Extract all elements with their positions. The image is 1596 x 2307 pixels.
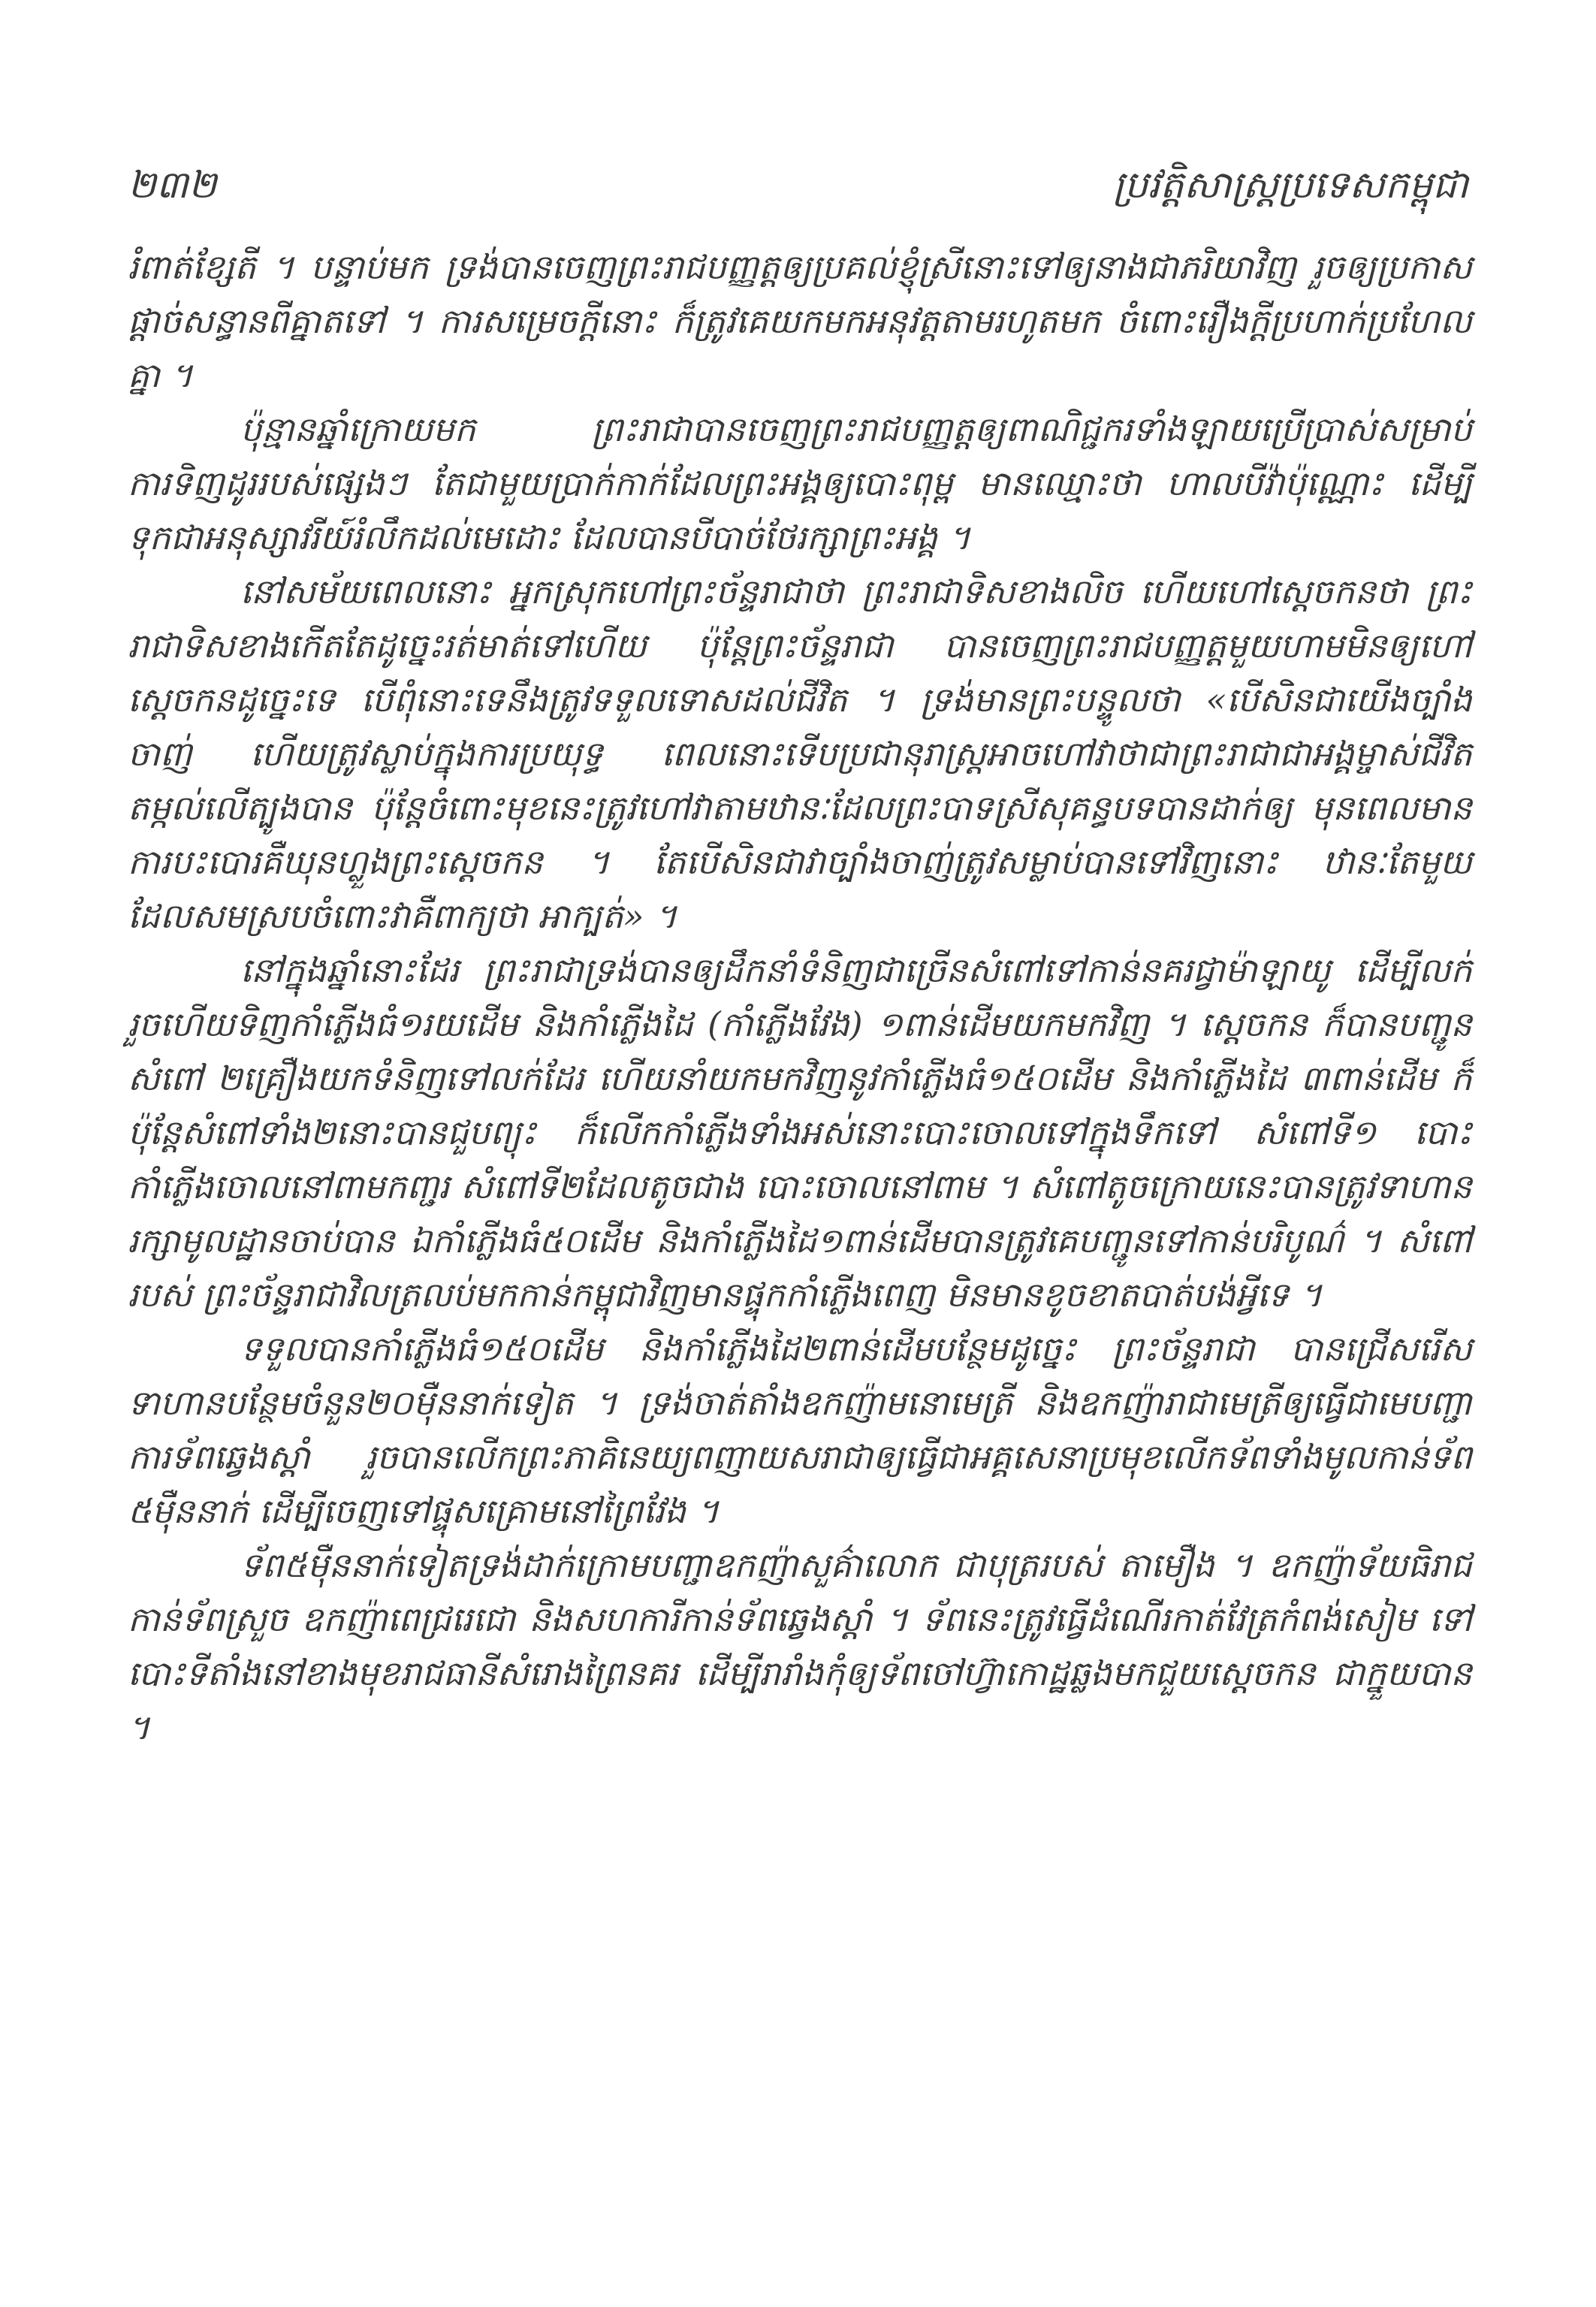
running-title: ប្រវត្តិសាស្ត្រប្រទេសកម្ពុជា — [1112, 163, 1468, 207]
paragraph: រំពាត់ខ្សែតី ។ បន្ទាប់មក ទ្រង់បានចេញព្រះរាជបញ្ញត្តឲ្យប្រគល់ខ្ញុំស្រីនោះទៅឲ្យនាងជាភរិយាវិញ រួចឲ្យប្រកាសផ្ដាច់សន្ធានពីគ្នាតទៅ ។ ការសម្រេចក្ដីនោះ ក៏ត្រូវគេយកមកអនុវត្តតាមរហូតមក ចំពោះរឿងក្ដីប្រហាក់ប្រហែលគ្នា ។ — [128, 247, 1472, 395]
page-number: ២៣២ — [128, 163, 217, 207]
body-text — [128, 240, 1472, 1755]
paragraph: ទ័ព៥ម៉ឺននាក់ទៀតទ្រង់ដាក់ក្រោមបញ្ជាឧកញ៉ាសួគ៌ាលោក ជាបុត្ររបស់ តាមឿង ។ ឧកញ៉ាទ័យធិរាជកាន់ទ័ពស្រួច ឧកញ៉ាពេជ្ររេជោ និងសហការីកាន់ទ័ពឆ្វេងស្ដាំ ។ ទ័ពនេះត្រូវធ្វើដំណើរកាត់វែត្រកំពង់សៀម ទៅបោះទីតាំងនៅខាងមុខរាជធានីសំរោងព្រៃនគរ ដើម្បីរារាំងកុំឲ្យទ័ពចៅហ៊្វាកោដ្ឋឆ្លងមកជួយស្ដេចកន ជាក្នួយបាន ។ — [128, 1545, 1472, 1747]
paragraph: ប៉ុន្មានឆ្នាំក្រោយមក ព្រះរាជាបានចេញព្រះរាជបញ្ញត្តឲ្យពាណិជ្ជករទាំងឡាយប្រើប្រាស់សម្រាប់ការទិញដូររបស់ផ្សេងៗ តែជាមួយប្រាក់កាក់ដែលព្រះអង្គឲ្យបោះពុម្ព មានឈ្មោះថា ហាលបីវ៉ាប៉ុណ្ណោះ ដើម្បីទុកជាអនុស្សាវរីយ៍រំលឹកដល់មេដោះ ដែលបានបីបាច់ថែរក្សាព្រះអង្គ ។ — [128, 409, 1472, 557]
paragraph: នៅសម័យពេលនោះ អ្នកស្រុកហៅព្រះច័ន្ទរាជាថា ព្រះរាជាទិសខាងលិច ហើយហៅស្ដេចកនថា ព្រះរាជាទិសខាងកើតតែដូច្នេះរត់មាត់ទៅហើយ ប៉ុន្តែព្រះច័ន្ទរាជា បានចេញព្រះរាជបញ្ញត្តមួយហាមមិនឲ្យហៅស្ដេចកនដូច្នេះទេ បើពុំនោះទេនឹងត្រូវទទួលទោសដល់ជីវិត ។ ទ្រង់មានព្រះបន្ទូលថា «បើសិនជាយើងច្បាំងចាញ់ ហើយត្រូវស្លាប់ក្នុងការប្រយុទ្ធ ពេលនោះទើបប្រជានុរាស្ត្រអាចហៅវាថាជាព្រះរាជាជាអង្គម្ចាស់ជីវិតតម្កល់លើត្បូងបាន ប៉ុន្តែចំពោះមុខនេះត្រូវហៅវាតាមឋានៈដែលព្រះបាទស្រីសុគន្ធបទបានដាក់ឲ្យ មុនពេលមានការបះបោរគឺឃុនហ្លួងព្រះស្ដេចកន ។ តែបើសិនជាវាច្បាំងចាញ់ត្រូវសម្លាប់បានទៅវិញនោះ ឋានៈតែមួយដែលសមស្របចំពោះវាគឺពាក្យថា អាក្បត់» ។ — [128, 572, 1472, 936]
paragraph: នៅក្នុងឆ្នាំនោះដែរ ព្រះរាជាទ្រង់បានឲ្យដឹកនាំទំនិញជាច្រើនសំពៅទៅកាន់នគរជ្វាម៉ាឡាយូ ដើម្បីលក់ រួចហើយទិញកាំភ្លើងធំ១រយដើម និងកាំភ្លើងដៃ (កាំភ្លើងវែង) ១ពាន់ដើមយកមកវិញ ។ ស្ដេចកន ក៏បានបញ្ជូនសំពៅ ២គ្រឿងយកទំនិញទៅលក់ដែរ ហើយនាំយកមកវិញនូវកាំភ្លើងធំ១៥០ដើម និងកាំភ្លើងដៃ ៣ពាន់ដើម ក៏ប៉ុន្តែសំពៅទាំង២នោះបានជួបព្យុះ ក៏លើកកាំភ្លើងទាំងអស់នោះបោះចោលទៅក្នុងទឹកទៅ សំពៅទី១ បោះកាំភ្លើងចោលនៅពាមកញ្ជរ សំពៅទី២ដែលតូចជាង បោះចោលនៅពាម ។ សំពៅតូចក្រោយនេះបានត្រូវទាហានរក្សាមូលដ្ឋានចាប់បាន ឯកាំភ្លើងធំ៥០ដើម និងកាំភ្លើងដៃ១ពាន់ដើមបានត្រូវគេបញ្ជូនទៅកាន់បរិបូណ៌ ។ សំពៅរបស់ ព្រះច័ន្ទរាជាវិលត្រលប់មកកាន់កម្ពុជាវិញមានផ្ទុកកាំភ្លើងពេញ មិនមានខូចខាតបាត់បង់អ្វីទេ ។ — [128, 950, 1472, 1315]
page-header — [128, 162, 1468, 214]
paragraph: ទទួលបានកាំភ្លើងធំ១៥០ដើម និងកាំភ្លើងដៃ២ពាន់ដើមបន្ថែមដូច្នេះ ព្រះច័ន្ទរាជា បានជ្រើសរើសទាហានបន្ថែមចំនួន២០ម៉ឺននាក់ទៀត ។ ទ្រង់ចាត់តាំងឧកញ៉ាមនោមេត្រី និងឧកញ៉ារាជាមេត្រីឲ្យធ្វើជាមេបញ្ជាការទ័ពឆ្វេងស្ដាំ រួចបានលើកព្រះភាគិនេយ្យពញាយសរាជាឲ្យធ្វើជាអគ្គសេនាប្រមុខលើកទ័ពទាំងមូលកាន់ទ័ព ៥ម៉ឺននាក់ ដើម្បីចេញទៅផ្ទុសគ្រោមនៅព្រៃវែង ។ — [128, 1329, 1472, 1531]
